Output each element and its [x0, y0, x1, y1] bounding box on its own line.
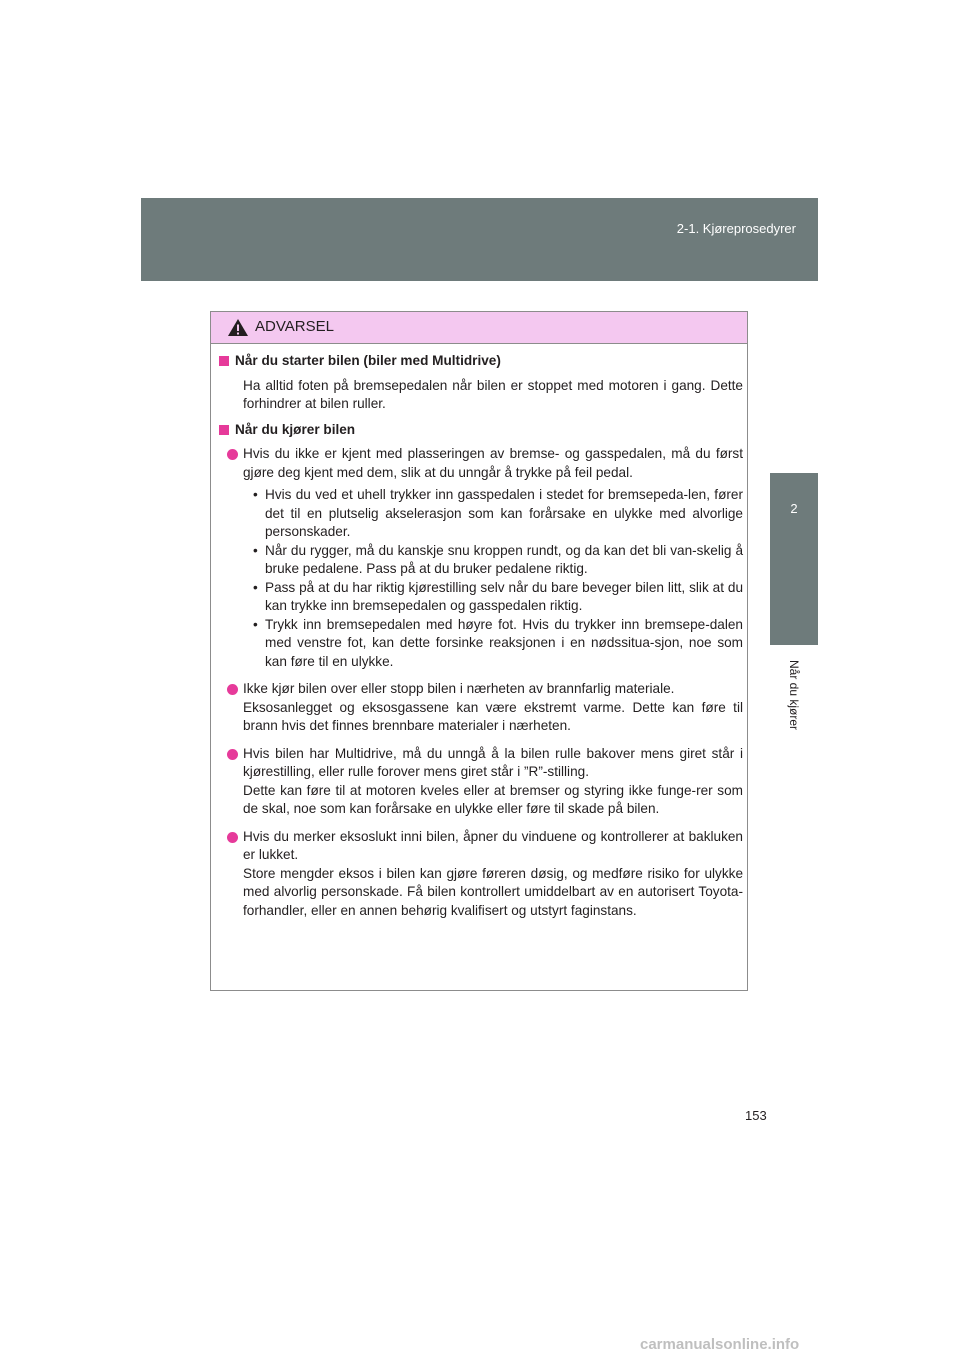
chapter-title: Når du kjører: [787, 660, 801, 731]
warning-header: [211, 312, 747, 344]
paragraph: Ha alltid foten på bremsepedalen når bilen er stoppet med motoren i gang. Dette forhindrer at bilen ruller.: [243, 377, 743, 411]
list-item: [219, 745, 743, 819]
circle-bullet-icon: [227, 449, 238, 460]
item-text: Hvis bilen har Multidrive, må du unngå å la bilen rulle bakover mens giret står i kjørestilling, eller rulle forover mens giret står i ”R”-stilling.: [243, 745, 743, 779]
sub-bullet: • Hvis du ved et uhell trykker inn gasspedalen i stedet for bremsepeda-len, fører det til en plutselig akselerasjon som kan forårsake en ulykke med alvorlige personskader.: [253, 487, 743, 539]
circle-bullet-icon: [227, 749, 238, 760]
square-bullet-icon: [219, 425, 229, 435]
circle-bullet-icon: [227, 832, 238, 843]
item-text: Ikke kjør bilen over eller stopp bilen i nærheten av brannfarlig materiale.: [243, 681, 675, 696]
item-text: Hvis du merker eksoslukt inni bilen, åpner du vinduene og kontrollerer at bakluken er lukket.: [243, 828, 743, 862]
item-text: Hvis du ikke er kjent med plasseringen av bremse- og gasspedalen, må du først gjøre deg kjent med dem, slik at du unngår å trykke på feil pedal.: [243, 446, 743, 480]
chapter-number: 2: [790, 501, 798, 516]
sub-bullet: • Trykk inn bremsepedalen med høyre fot. Hvis du trykker inn bremsepe-dalen med venstre fot, kan dette forsinke reaksjonen i en nødssitua-sjon, noe som kan føre til en ulykke.: [253, 616, 743, 669]
list-item: [219, 828, 743, 921]
item-text: Store mengder eksos i bilen kan gjøre føreren døsig, og medføre risiko for ulykke med alvorlig personskade. Få bilen kontrollert umiddelbart av en autorisert Toyota-forhandler, eller en annen behørig kvalifisert og utstyrt faginstans.: [243, 865, 743, 918]
header-band: [141, 198, 818, 281]
section-heading: Når du kjører bilen: [219, 421, 743, 440]
chapter-label: [770, 660, 818, 800]
square-bullet-icon: [219, 356, 229, 366]
warning-title: ADVARSEL: [255, 318, 334, 335]
section-title: 2-1. Kjøreprosedyrer: [676, 221, 796, 236]
warning-body: [219, 352, 743, 929]
chapter-tab: [770, 473, 818, 645]
sub-bullet: • Når du rygger, må du kanskje snu kroppen rundt, og da kan det bli van-skelig å bruke pedalene. Pass på at du bruker pedalene riktig.: [253, 542, 743, 576]
page-number: 153: [745, 1108, 767, 1123]
warning-box: [210, 311, 748, 991]
list-item: [219, 680, 743, 736]
item-text: Dette kan føre til at motoren kveles eller at bremser og styring ikke funge-rer som de skal, noe som kan forårsake en ulykke eller føre til skade på bilen.: [243, 782, 743, 816]
list-item: [219, 445, 743, 671]
sub-bullet-list: [243, 486, 743, 671]
circle-bullet-icon: [227, 684, 238, 695]
sub-bullet: • Pass på at du har riktig kjørestilling selv når du bare beveger bilen litt, slik at du kan trykke inn bremsepedalen og gasspedalen riktig.: [253, 579, 743, 613]
watermark: carmanualsonline.info: [640, 1336, 800, 1353]
item-text: Eksosanlegget og eksosgassene kan være ekstremt varme. Dette kan føre til brann hvis det finnes brennbare materialer i nærheten.: [243, 699, 743, 733]
section-heading: Når du starter bilen (biler med Multidrive): [219, 352, 743, 371]
warning-triangle-icon: [227, 318, 249, 337]
